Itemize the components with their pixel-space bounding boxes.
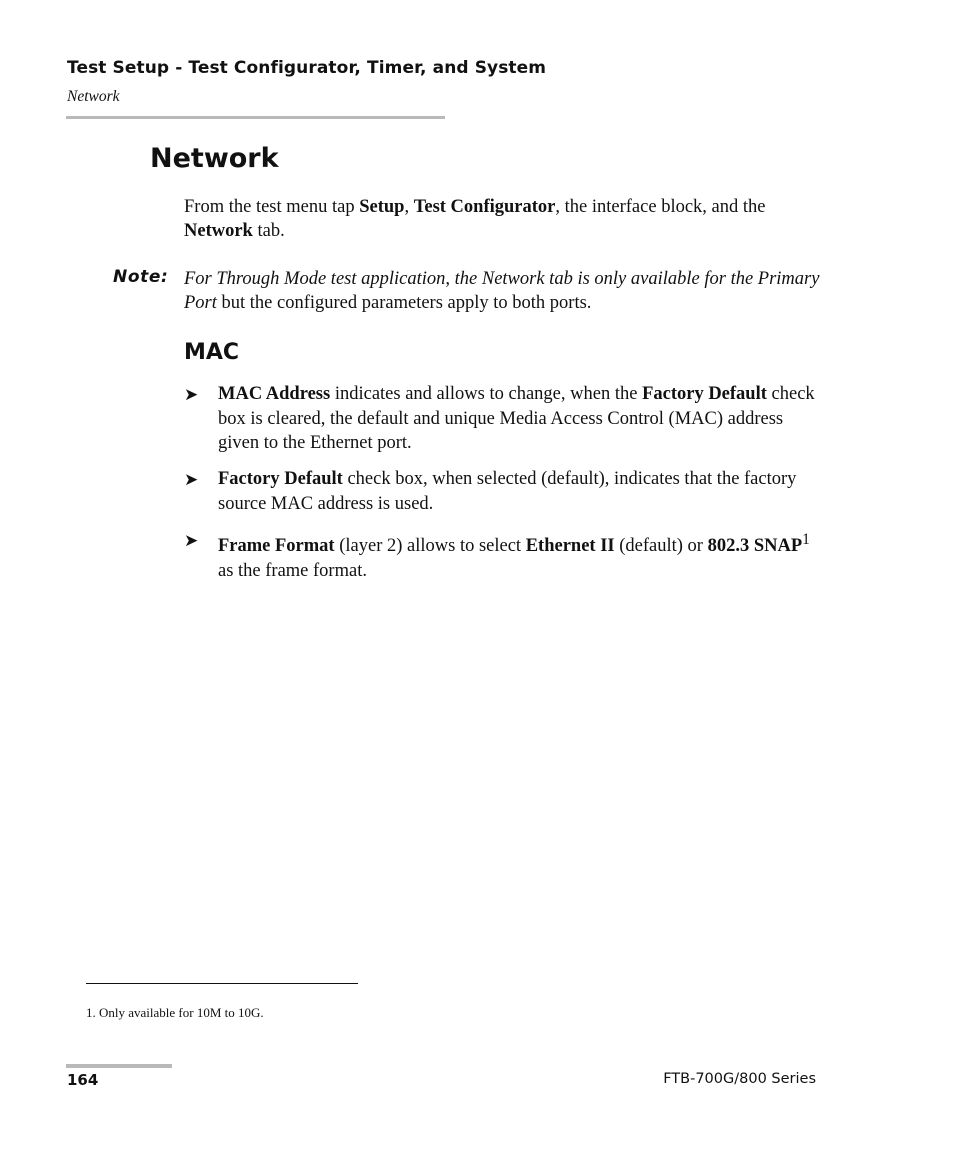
list-item-segment: (default) or [614, 536, 708, 557]
section-header-label: Network [67, 88, 120, 105]
note-regular-text: but the configured parameters apply to both ports. [216, 293, 592, 313]
footnote-rule [86, 983, 358, 984]
term-mac-address: MAC Address [218, 384, 331, 404]
list-item-segment: check box, when selected (default), indicates that the factory source MAC address is used. [218, 469, 797, 514]
list-item-text [218, 528, 824, 583]
list-item-text [218, 467, 824, 516]
list-item-segment: (layer 2) allows to select [334, 536, 526, 557]
list-item-segment: check box is cleared, the default and unique Media Access Control (MAC) address given to the Ethernet port. [218, 384, 815, 453]
list-item-segment: indicates and allows to change, when the [330, 384, 643, 404]
header-rule [66, 116, 445, 119]
arrow-bullet-icon: ➤ [184, 385, 199, 404]
term-ethernet-ii: Ethernet II [525, 536, 615, 557]
page-number: 164 [67, 1071, 99, 1089]
intro-text: tab. [252, 221, 285, 241]
footer-rule [66, 1064, 172, 1068]
chapter-header-title: Test Setup - Test Configurator, Timer, and System [67, 58, 547, 78]
list-item-text [218, 382, 824, 456]
page-title: Network [150, 143, 279, 174]
intro-term-network: Network [184, 221, 253, 241]
intro-paragraph [184, 195, 824, 243]
note-text [184, 267, 824, 315]
term-factory-default: Factory Default [642, 384, 767, 404]
arrow-bullet-icon: ➤ [184, 470, 199, 489]
footnote-reference[interactable]: 1 [802, 531, 810, 548]
intro-term-setup: Setup [359, 197, 405, 217]
term-frame-format: Frame Format [218, 536, 335, 557]
term-factory-default: Factory Default [218, 469, 343, 489]
intro-text: From the test menu tap [184, 197, 360, 217]
subsection-title: MAC [184, 340, 240, 365]
intro-text: , the interface block, and the [555, 197, 766, 217]
list-item-segment: as the frame format. [218, 560, 367, 581]
term-802-3-snap: 802.3 SNAP [707, 536, 803, 557]
intro-text: , [404, 197, 414, 217]
product-series-label: FTB-700G/800 Series [663, 1071, 816, 1087]
footnote: 1. Only available for 10M to 10G. [86, 1005, 264, 1020]
note-label: Note: [113, 267, 169, 287]
intro-term-test-configurator: Test Configurator [413, 197, 556, 217]
note-italic-text: For Through Mode test application, the Network tab is only available for the Primary Port [184, 269, 820, 313]
arrow-bullet-icon: ➤ [184, 531, 199, 550]
